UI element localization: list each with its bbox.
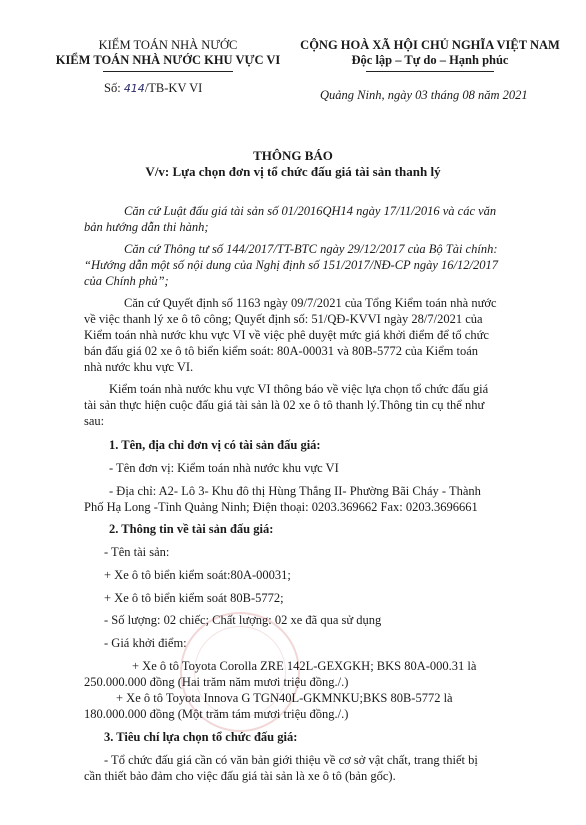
section2-heading: 2. Thông tin về tài sản đấu giá:	[109, 522, 274, 536]
section1-unit-name: - Tên đơn vị: Kiểm toán nhà nước khu vực VI	[109, 461, 339, 475]
section2-quantity: - Số lượng: 02 chiếc; Chất lượng: 02 xe đã qua sử dụng	[104, 613, 382, 627]
intro-line3: sau:	[84, 414, 105, 428]
price1-line1: + Xe ô tô Toyota Corolla ZRE 142L-GEXGKH; BKS 80A-000.31 là	[132, 659, 477, 673]
legal-basis-1-line2: bản hướng dẫn thi hành;	[84, 220, 209, 234]
doc-number-handwritten: 414	[123, 82, 145, 95]
national-motto: CỘNG HOÀ XÃ HỘI CHỦ NGHĨA VIỆT NAM	[300, 38, 560, 52]
document-number	[104, 81, 202, 96]
legal-basis-1-line1: Căn cứ Luật đấu giá tài sản số 01/2016QH14 ngày 17/11/2016 và các văn	[124, 204, 497, 218]
section1-address-line2: Phố Hạ Long -Tỉnh Quảng Ninh; Điện thoại: 0203.369662 Fax: 0203.3696661	[84, 500, 478, 514]
section3-criteria-line1: - Tổ chức đấu giá cần có văn bản giới thiệu về cơ sở vật chất, trang thiết bị	[104, 753, 478, 767]
section1-address-line1: - Địa chỉ: A2- Lô 3- Khu đô thị Hùng Thắng II- Phường Bãi Cháy - Thành	[109, 484, 481, 498]
section2-asset1: + Xe ô tô biển kiểm soát:80A-00031;	[104, 568, 291, 582]
national-slogan: Độc lập – Tự do – Hạnh phúc	[351, 53, 509, 67]
document-title: THÔNG BÁO	[253, 148, 333, 163]
doc-number-suffix: /TB-KV VI	[144, 81, 203, 95]
slogan-underline	[366, 71, 494, 72]
decision-line2: về việc thanh lý xe ô tô công; Quyết định số: 51/QĐ-KVVI ngày 28/7/2021 của	[84, 312, 483, 326]
intro-line1: Kiểm toán nhà nước khu vực VI thông báo về việc lựa chọn tổ chức đấu giá	[109, 382, 489, 396]
document-subject: V/v: Lựa chọn đơn vị tổ chức đấu giá tài sản thanh lý	[145, 164, 441, 179]
place-date: Quảng Ninh, ngày 03 tháng 08 năm 2021	[320, 88, 528, 102]
doc-number-prefix: Số:	[104, 81, 121, 95]
section2-asset2: + Xe ô tô biển kiểm soát 80B-5772;	[104, 591, 284, 605]
price1-line2: 250.000.000 đồng (Hai trăm năm mươi triệu đồng./.)	[84, 675, 349, 689]
legal-basis-2-line3: của Chính phủ”;	[84, 274, 169, 288]
section2-asset-label: - Tên tài sản:	[104, 545, 170, 559]
decision-line3: Kiểm toán nhà nước khu vực VI về việc phê duyệt mức giá khởi điểm để tổ chức	[84, 328, 489, 342]
section2-start-price-label: - Giá khởi điểm:	[104, 636, 187, 650]
price2-line2: 180.000.000 đồng (Một trăm tám mươi triệu đồng./.)	[84, 707, 349, 721]
agency-name: KIỂM TOÁN NHÀ NƯỚC KHU VỰC VI	[55, 53, 281, 67]
intro-line2: tài sản thực hiện cuộc đấu giá tài sản là 02 xe ô tô thanh lý.Thông tin cụ thể như	[84, 398, 485, 412]
decision-line4: bán đấu giá 02 xe ô tô biển kiểm soát: 80A-00031 và 80B-5772 của Kiểm toán	[84, 344, 479, 358]
agency-name-parent: KIỂM TOÁN NHÀ NƯỚC	[98, 38, 238, 52]
section3-heading: 3. Tiêu chí lựa chọn tổ chức đấu giá:	[104, 730, 298, 744]
decision-line1: Căn cứ Quyết định số 1163 ngày 09/7/2021 của Tổng Kiểm toán nhà nước	[124, 296, 497, 310]
legal-basis-2-line2: “Hướng dẫn một số nội dung của Nghị định số 151/2017/NĐ-CP ngày 16/12/2017	[84, 258, 498, 272]
agency-underline	[103, 71, 233, 72]
decision-line5: nhà nước khu vực VI.	[84, 360, 194, 374]
price2-line1: + Xe ô tô Toyota Innova G TGN40L-GKMNKU;BKS 80B-5772 là	[116, 691, 453, 705]
section1-heading: 1. Tên, địa chỉ đơn vị có tài sản đấu giá:	[109, 438, 321, 452]
section3-criteria-line2: cần thiết bảo đảm cho việc đấu giá tài sản là xe ô tô (bản gốc).	[84, 769, 396, 783]
legal-basis-2-line1: Căn cứ Thông tư số 144/2017/TT-BTC ngày 29/12/2017 của Bộ Tài chính:	[124, 242, 498, 256]
